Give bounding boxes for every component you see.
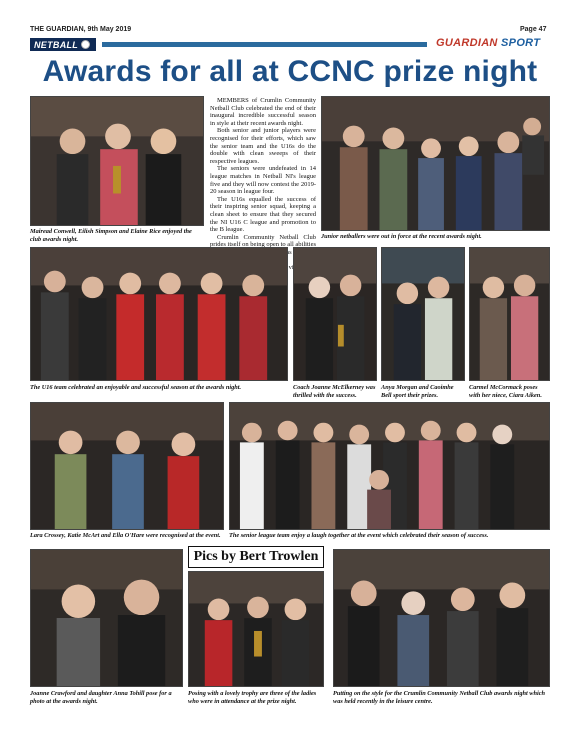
page-number: Page 47 <box>520 26 547 33</box>
caption-club-awards: Mairead Conwell, Eilish Simpson and Elaine Rice enjoyed the club awards night. <box>30 228 192 243</box>
photo-coach-joanne <box>293 247 377 381</box>
photo-lara-katie-ella <box>30 402 224 530</box>
guardian-sport-brand <box>436 37 540 49</box>
photo-credit: Pics by Bert Trowlen <box>188 546 324 568</box>
section-tag-label: NETBALL <box>34 39 79 50</box>
caption-carmel-ciara: Carmel McCormack poses with her niece, Ciara Aiken. <box>469 384 542 399</box>
photo-carmel-ciara <box>469 247 550 381</box>
article-paragraph: MEMBERS of Crumlin Community Netball Club celebrated the end of their inaugural incredible successful season in style at their recent awards night. <box>210 97 316 127</box>
photo-anya-caoimhe <box>381 247 465 381</box>
page-headline: Awards for all at CCNC prize night <box>42 55 538 88</box>
brand-main: GUARDIAN <box>436 37 498 49</box>
article-paragraph: Crumlin Community Netball Club prides itself on being open to all abilities as <box>210 233 316 256</box>
caption-junior-netballers: Junior netballers were out in force at the recent awards night. <box>321 233 482 240</box>
section-strip <box>102 42 427 47</box>
section-tag <box>30 38 96 51</box>
article-paragraph: The U16s equalled the success of their inspiring senior squad, keeping a clean sheet to ensure that they secured the NI U16 C league and promotion to the B league. <box>210 195 316 234</box>
caption-joanne-anna: Joanne Crawford and daughter Anna Tohill pose for a photo at the awards night. <box>30 690 172 705</box>
caption-senior-team: The senior league team enjoy a laugh together at the event which celebrated their season of success. <box>229 532 489 539</box>
photo-putting-on-style <box>333 549 550 687</box>
publication-date: THE GUARDIAN, 9th May 2019 <box>30 26 132 33</box>
netball-icon <box>81 40 90 49</box>
caption-putting-on-style: Putting on the style for the Crumlin Community Netball Club awards night which was held recently in the leisure centre. <box>333 690 546 705</box>
photo-junior-netballers <box>321 96 550 231</box>
caption-anya-caoimhe: Anya Morgan and Caoimhe Bell sport their prizes. <box>381 384 454 399</box>
photo-u16-team <box>30 247 288 381</box>
photo-joanne-anna <box>30 549 183 687</box>
article-paragraph: The seniors were undefeated in 14 league matches in Netball NI's league five and they will now contest the 2019-20 season in league four. <box>210 165 316 196</box>
caption-trophy-ladies: Posing with a lovely trophy are three of the ladies who were in attendance at the prize night. <box>188 690 317 705</box>
caption-coach-joanne: Coach Joanne McElkerney was thrilled with the success. <box>293 384 376 399</box>
photo-senior-team <box>229 402 550 530</box>
photo-trophy-ladies <box>188 571 324 687</box>
caption-lara-katie-ella: Lara Crossey, Katie McArt and Ella O'Hare were recognised at the event. <box>30 532 221 539</box>
brand-sport: SPORT <box>501 37 541 49</box>
caption-u16-team: The U16 team celebrated an enjoyable and successful season at the awards night. <box>30 384 242 391</box>
article-paragraph: Both senior and junior players were recognised for their efforts, which saw the senior team and the U16s do the double with clean sweeps of their respective leagues. <box>210 127 316 165</box>
photo-club-awards <box>30 96 204 226</box>
